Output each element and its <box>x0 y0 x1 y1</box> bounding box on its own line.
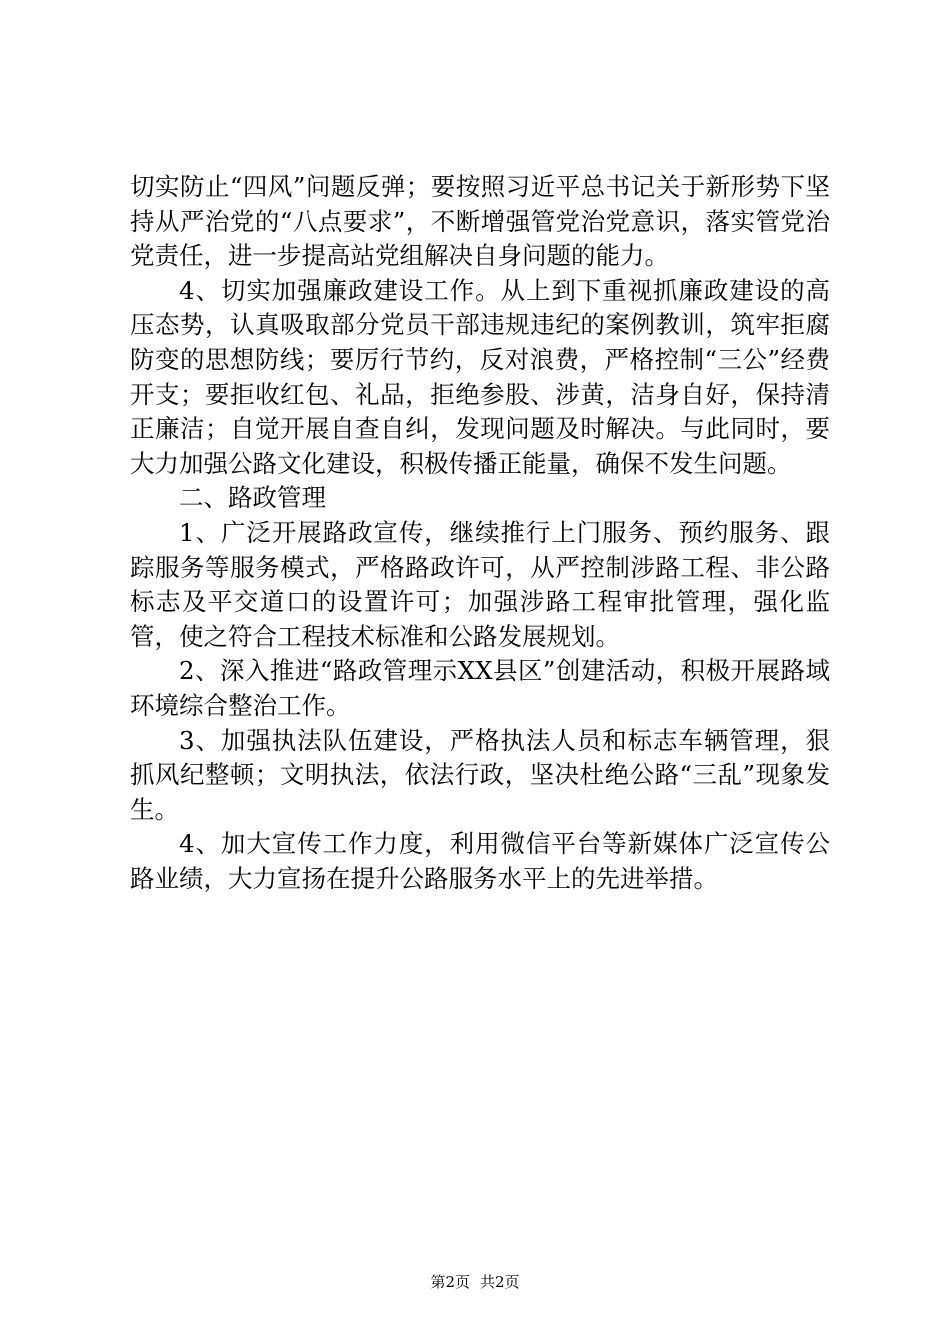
page-footer <box>0 1272 950 1292</box>
document-body <box>130 170 830 896</box>
page-number: 第2页 <box>430 1273 470 1291</box>
paragraph-anticorruption: 4、切实加强廉政建设工作。从上到下重视抓廉政建设的高压态势，认真吸取部分党员干部违规违纪的案例教训，筑牢拒腐防变的思想防线；要厉行节约，反对浪费，严格控制“三公”经费开支；要拒收红包、礼品，拒绝参股、涉黄，洁身自好，保持清正廉洁；自觉开展自查自纠，发现问题及时解决。与此同时，要大力加强公路文化建设，积极传播正能量，确保不发生问题。 <box>130 275 830 478</box>
page-total: 共2页 <box>480 1273 520 1291</box>
paragraph-item-4: 4、加大宣传工作力度，利用微信平台等新媒体广泛宣传公路业绩，大力宣扬在提升公路服务水平上的先进举措。 <box>130 829 830 893</box>
paragraph-continued: 切实防止“四风”问题反弹；要按照习近平总书记关于新形势下坚持从严治党的“八点要求”，不断增强管党治党意识，落实管党治党责任，进一步提高站党组解决自身问题的能力。 <box>130 172 830 271</box>
paragraph-item-1: 1、广泛开展路政宣传，继续推行上门服务、预约服务、跟踪服务等服务模式，严格路政许可，从严控制涉路工程、非公路标志及平交道口的设置许可；加强涉路工程审批管理，强化监管，使之符合工程技术标准和公路发展规划。 <box>130 517 830 651</box>
paragraph-item-2: 2、深入推进“路政管理示XX县区”创建活动，积极开展路域环境综合整治工作。 <box>130 656 830 720</box>
paragraph-item-3: 3、加强执法队伍建设，严格执法人员和标志车辆管理，狠抓风纪整顿；文明执法，依法行政，坚决杜绝公路“三乱”现象发生。 <box>130 725 830 824</box>
section-heading-road-administration: 二、路政管理 <box>179 483 326 513</box>
